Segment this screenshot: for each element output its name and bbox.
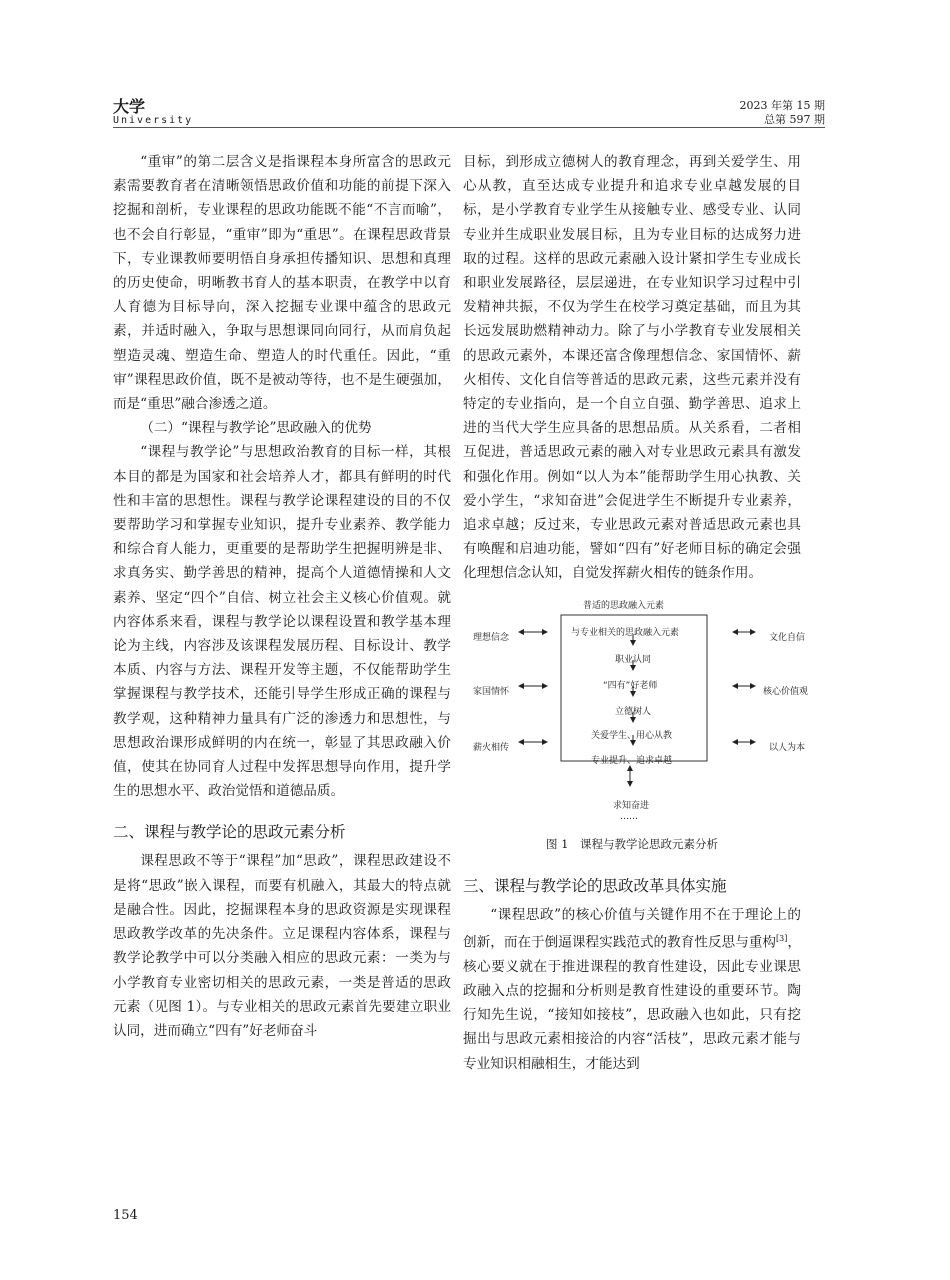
chain-item: “四有”好老师: [603, 680, 658, 691]
paragraph: “重审”的第二层含义是指课程本身所富含的思政元素需要教育者在清晰领悟思政价值和功能的前提下深入挖掘和剖析，专业课程的思政功能既不能“不言而喻”，也不会自行彰显，“重审”即为“重思”。在课程思政背景下，专业课教师要明悟自身承担传播知识、思想和真理的历史使命，明晰教书育人的基本职责，在教学中以育人育德为目标导向，深入挖掘专业课中蕴含的思政元素，并适时融入，争取与思想课同向同行，从而肩负起塑造灵魂、塑造生命、塑造人的时代重任。因此，“重审”课程思政价值，既不是被动等待，也不是生硬强加，而是“重思”融合渗透之道。: [113, 154, 451, 413]
subsection-heading: （二）“课程与教学论”思政融入的优势: [140, 420, 372, 437]
left-column: [113, 150, 451, 1043]
left-item: 理想信念: [473, 632, 510, 643]
chain-item: 专业提升、追求卓越: [591, 755, 673, 766]
issue-info: [740, 99, 825, 127]
specialty-elements-title: 与专业相关的思政融入元素: [571, 627, 680, 638]
right-item: 以人为本: [769, 742, 806, 753]
paragraph: 课程思政不等于“课程”加“思政”，课程思政建设不是将“思政”嵌入课程，而要有机融入，其最大的特点就是融合性。因此，挖掘课程本身的思政资源是实现课程思政教学改革的先决条件。立足课程内容体系，课程与教学论教学中可以分类融入相应的思政元素：一类为与小学教育专业密切相关的思政元素，一类是普适的思政元素（见图 1）。与专业相关的思政元素首先要建立职业认同，进而确立“四有”好老师奋斗: [113, 853, 451, 1039]
citation-ref[interactable]: [3]: [776, 934, 788, 944]
paragraph-text: “课程思政”的核心价值与关键作用不在于理论上的创新，而在于倒逼课程实践范式的教育性反思与重构: [463, 906, 801, 951]
left-item: 薪火相传: [473, 742, 510, 753]
paragraph: “课程与教学论”与思想政治教育的目标一样，其根本目的都是为国家和社会培养人才，都具有鲜明的时代性和丰富的思想性。课程与教学论课程建设的目的不仅要帮助学习和掌握专业知识，提升专业素养、教学能力和综合育人能力，更重要的是帮助学生把握明辨是非、求真务实、勤学善思的精神，提高个人道德情操和人文素养、坚定“四个”自信、树立社会主义核心价值观。就内容体系来看，课程与教学论以课程设置和教学基本理论为主线，内容涉及该课程发展历程、目标设计、教学本质、内容与方法、课程开发等主题，不仅能帮助学生掌握课程与教学技术，还能引导学生形成正确的课程与教学观，这种精神力量具有广泛的渗透力和思想性，与思想政治课形成鲜明的内在统一，彰显了其思政融入价值，使其在协同育人过程中发挥思想导向作用，提升学生的思想水平、政治觉悟和道德品质。: [113, 444, 451, 800]
section-heading: 二、课程与教学论的思政元素分析: [113, 823, 346, 842]
chain-item: 职业认同: [615, 654, 652, 665]
header-rule: [113, 127, 825, 128]
right-column: [463, 150, 809, 1076]
chain-item: 立德树人: [615, 706, 652, 717]
right-item: 核心价值观: [763, 686, 809, 697]
paragraph: [463, 903, 801, 1076]
journal-title-cn: 大学: [113, 97, 146, 116]
paragraph-text: ，核心要义就在于推进课程的教育性建设，因此专业课思政融入点的挖掘和分析则是教育性建设的重要环节。陶行知先生说，“接知如接枝”，思政融入也如此，只有挖掘出与思政元素相接洽的内容“活枝”，思政元素才能与专业知识相融相生，才能达到: [463, 934, 802, 1072]
figure-caption: 图 1 课程与教学论思政元素分析: [546, 836, 718, 851]
bottom-item: 求知奋进: [613, 800, 650, 811]
left-item: 家国情怀: [473, 686, 510, 697]
journal-header-left: [113, 98, 193, 127]
general-elements-label: 普适的思政融入元素: [583, 600, 665, 611]
paragraph: 目标，到形成立德树人的教育理念，再到关爱学生、用心从教，直至达成专业提升和追求专业卓越发展的目标，是小学教育专业学生从接触专业、感受专业、认同专业并生成职业发展目标，且为专业目标的达成努力进取的过程。这样的思政元素融入设计紧扣学生专业成长和职业发展路径，层层递进，在专业知识学习过程中引发精神共振，不仅为学生在校学习奠定基础，而且为其长远发展助燃精神动力。除了与小学教育专业发展相关的思政元素外，本课还富含像理想信念、家国情怀、薪火相传、文化自信等普适的思政元素，这些元素并没有特定的专业指向，是一个自立自强、勤学善思、追求上进的当代大学生应具备的思想品质。从关系看，二者相互促进，普适思政元素的融入对专业思政元素具有激发和强化作用。例如“以人为本”能帮助学生用心执教、关爱小学生，“求知奋进”会促进学生不断提升专业素养，追求卓越；反过来，专业思政元素对普适思政元素也具有唤醒和启迪功能，譬如“四有”好老师目标的确定会强化理想信念认知，自觉发挥薪火相传的链条作用。: [463, 154, 801, 582]
bottom-ellipsis: ……: [620, 811, 638, 822]
right-item: 文化自信: [769, 632, 806, 643]
page-number: 154: [113, 1208, 138, 1223]
section-heading: 三、课程与教学论的思政改革具体实施: [463, 876, 727, 895]
chain-item: 关爱学生、用心从教: [591, 730, 673, 741]
figure-1: [463, 590, 809, 826]
total-issue-number: 总第 597 期: [764, 113, 825, 126]
issue-number: 2023 年第 15 期: [739, 99, 825, 112]
journal-title-en: University: [113, 115, 194, 126]
